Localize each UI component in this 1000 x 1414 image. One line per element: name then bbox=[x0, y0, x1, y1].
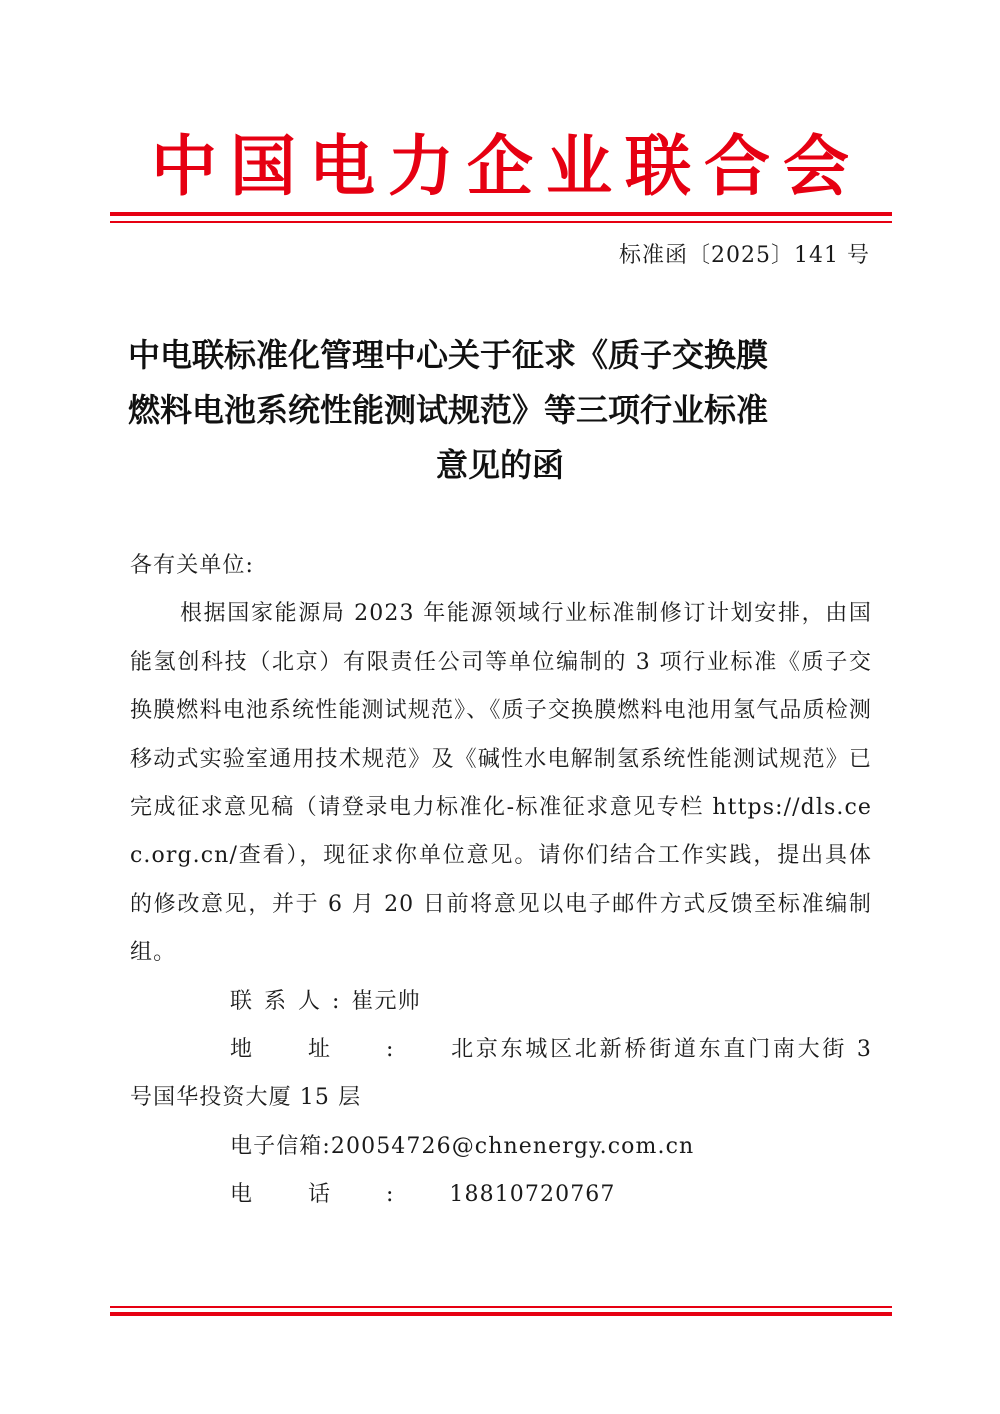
footer-rule-thick bbox=[110, 1312, 892, 1316]
contact-person-value: 崔元帅 bbox=[351, 988, 421, 1014]
contact-address-value: 北京东城区北新桥街道东直门南大街 3 号国华投资大厦 15 层 bbox=[130, 1037, 872, 1111]
contact-phone-value: 18810720767 bbox=[449, 1182, 616, 1208]
contact-email-row bbox=[130, 1123, 872, 1171]
contact-person-row bbox=[130, 978, 872, 1026]
main-paragraph: 根据国家能源局 2023 年能源领域行业标准制修订计划安排，由国能氢创科技（北京）有限责任公司等单位编制的 3 项行业标准《质子交换膜燃料电池系统性能测试规范》、《质子交换膜燃料电池用氢气品质检测移动式实验室通用技术规范》及《碱性水电解制氢系统性能测试规范》已完成征求意见稿（请登录电力标准化-标准征求意见专栏 https://dls.cec.org.cn/查看），现征求你单位意见。请你们结合工作实践，提出具体的修改意见，并于 6 月 20 日前将意见以电子邮件方式反馈至标准编制组。 bbox=[130, 601, 872, 966]
title-line-1: 中电联标准化管理中心关于征求《质子交换膜 bbox=[128, 336, 769, 374]
title-line-2: 燃料电池系统性能测试规范》等三项行业标准 bbox=[128, 391, 769, 429]
contact-email-value[interactable]: 20054726@chnenergy.com.cn bbox=[330, 1133, 695, 1159]
letter-body bbox=[130, 542, 872, 1220]
document-title bbox=[128, 328, 872, 493]
contact-phone-row bbox=[130, 1171, 872, 1219]
footer-rule-thin bbox=[110, 1306, 892, 1308]
title-line-3: 意见的函 bbox=[435, 446, 564, 484]
contact-phone-label: 电话: bbox=[230, 1182, 450, 1208]
salutation: 各有关单位: bbox=[130, 553, 255, 578]
contact-email-label: 电子信箱: bbox=[230, 1133, 331, 1159]
header-rule-thick bbox=[110, 212, 892, 216]
contact-address-row bbox=[130, 1026, 872, 1123]
organization-name: 中国电力企业联合会 bbox=[151, 127, 862, 205]
contact-address-label: 地址: bbox=[230, 1037, 450, 1063]
document-number: 标准函〔2025〕141 号 bbox=[619, 243, 870, 268]
header-rule-thin bbox=[110, 221, 892, 223]
contact-person-label: 联系人: bbox=[230, 988, 352, 1014]
